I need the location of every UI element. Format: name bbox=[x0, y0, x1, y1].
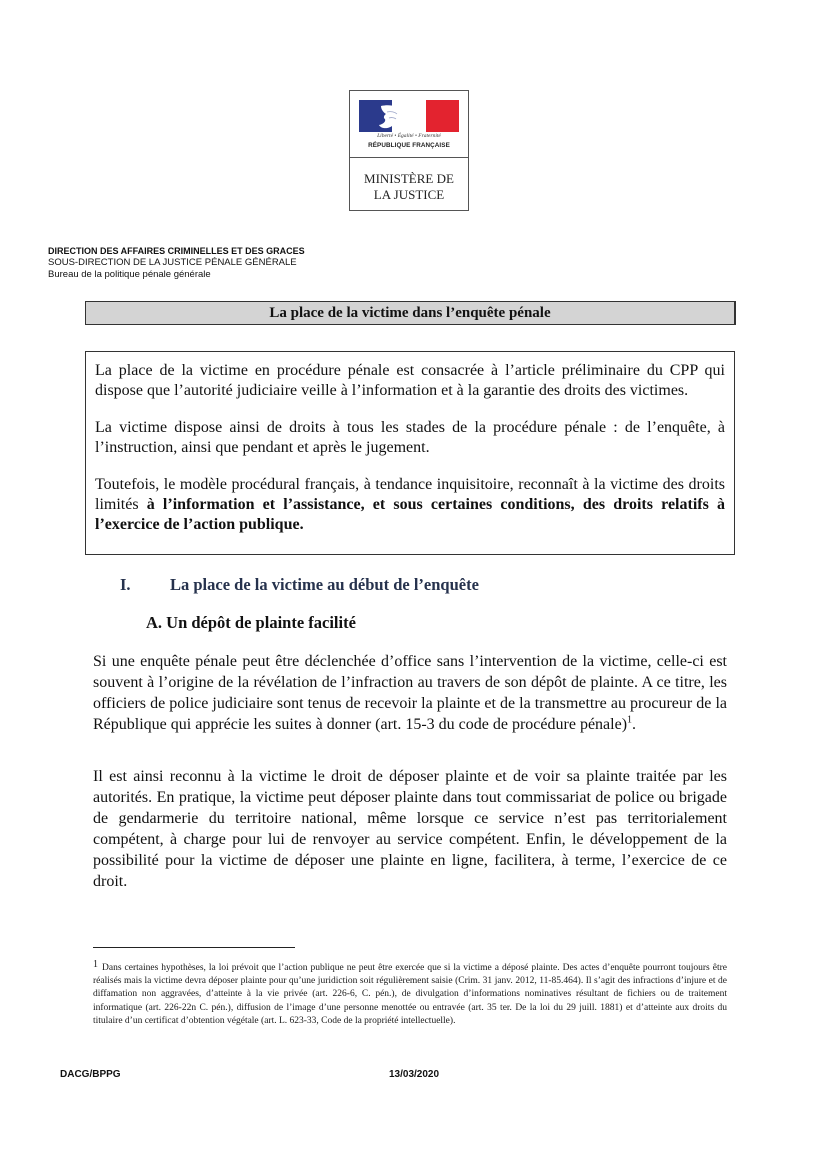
direction-header bbox=[48, 245, 305, 281]
bureau-line: Bureau de la politique pénale générale bbox=[48, 269, 211, 280]
summary-paragraph: La place de la victime en procédure pénale est consacrée à l’article préliminaire du CPP qui dispose que l’autorité judiciaire veille à l’information et à la garantie des droits des victimes. bbox=[95, 362, 725, 399]
republique-text: RÉPUBLIQUE FRANÇAISE bbox=[368, 142, 450, 149]
summary-text: Toutefois, le modèle procédural français, à tendance inquisitoire, reconnaît à la victime des droits limités bbox=[95, 476, 725, 513]
ministry-name bbox=[350, 171, 468, 203]
body-text-end: . bbox=[632, 716, 637, 733]
direction-line: DIRECTION DES AFFAIRES CRIMINELLES ET DES GRACES bbox=[48, 246, 305, 256]
subsection-title: A. Un dépôt de plainte facilité bbox=[146, 613, 356, 632]
summary-bold-text: à l’information et l’assistance, et sous certaines conditions, des droits relatifs à l’exercice de l’action publique. bbox=[95, 496, 725, 533]
footnote-reference[interactable]: 1 bbox=[627, 714, 633, 726]
ministry-name-line1: MINISTÈRE DE bbox=[364, 171, 454, 186]
ministry-name-line2: LA JUSTICE bbox=[373, 187, 445, 202]
ministry-logo bbox=[349, 90, 469, 211]
summary-paragraph: La victime dispose ainsi de droits à tous les stades de la procédure pénale : de l’enquête, à l’instruction, ainsi que pendant et après le jugement. bbox=[95, 419, 725, 456]
footnote bbox=[93, 958, 727, 1028]
footnote-mark: 1 bbox=[93, 959, 98, 970]
footnote-text: Dans certaines hypothèses, la loi prévoit que l’action publique ne peut être exercée que si la victime a déposé plainte. Des actes d’enquête pourront toujours être réalisés mais la victime devra déposer plainte pour qu’une juridiction soit régulièrement saisie (Crim. 31 janv. 2012, 11-85.464). Il s’agit des infractions d’injure et de diffamation non aggravées, d’atteinte à la vie privée (art. 226-6, C. pén.), de divulgation d’informations nominatives résultant de fichiers ou de traitement informatique (art. 226-22n C. pén.), diffusion de l’image d’une personne menottée ou entravée (art. 35 ter. De la loi du 29 juill. 1881) et d’atteinte aux droits du titulaire d’un certificat d’obtention végétale (art. L. 623-33, Code de la propriété intellectuelle). bbox=[93, 963, 727, 1026]
footer-date: 13/03/2020 bbox=[389, 1069, 440, 1080]
marianne-logo bbox=[350, 91, 468, 158]
motto-text: Liberté • Égalité • Fraternité bbox=[377, 133, 441, 139]
marianne-flag-icon bbox=[359, 100, 459, 132]
body-paragraph bbox=[93, 651, 727, 735]
sous-direction-line: SOUS-DIRECTION DE LA JUSTICE PÉNALE GÉNÉRALE bbox=[48, 257, 297, 268]
body-text: Si une enquête pénale peut être déclenchée d’office sans l’intervention de la victime, celle-ci est souvent à l’origine de la révélation de l’infraction au travers de son dépôt de plainte. A ce titre, les officiers de police judiciaire sont tenus de recevoir la plainte et de la transmettre au procureur de la République qui apprécie les suites à donner (art. 15-3 du code de procédure pénale) bbox=[93, 653, 727, 733]
body-paragraph: Il est ainsi reconnu à la victime le droit de déposer plainte et de voir sa plainte traitée par les autorités. En pratique, la victime peut déposer plainte dans tout commissariat de police ou brigade de gendarmerie du territoire national, même lorsque ce service n’est pas territorialement compétent, à charge pour lui de renvoyer au service compétent. Enfin, le développement de la possibilité pour la victime de déposer une plainte en ligne, facilitera, à terme, l’exercice de ce droit. bbox=[93, 768, 727, 890]
footer-reference: DACG/BPPG bbox=[60, 1069, 121, 1080]
section-title: La place de la victime au début de l’enquête bbox=[170, 575, 479, 594]
summary-box bbox=[85, 351, 735, 555]
footnote-divider bbox=[93, 947, 295, 948]
summary-paragraph bbox=[95, 475, 725, 535]
section-number: I. bbox=[120, 575, 131, 594]
document-title: La place de la victime dans l’enquête pénale bbox=[85, 301, 736, 325]
